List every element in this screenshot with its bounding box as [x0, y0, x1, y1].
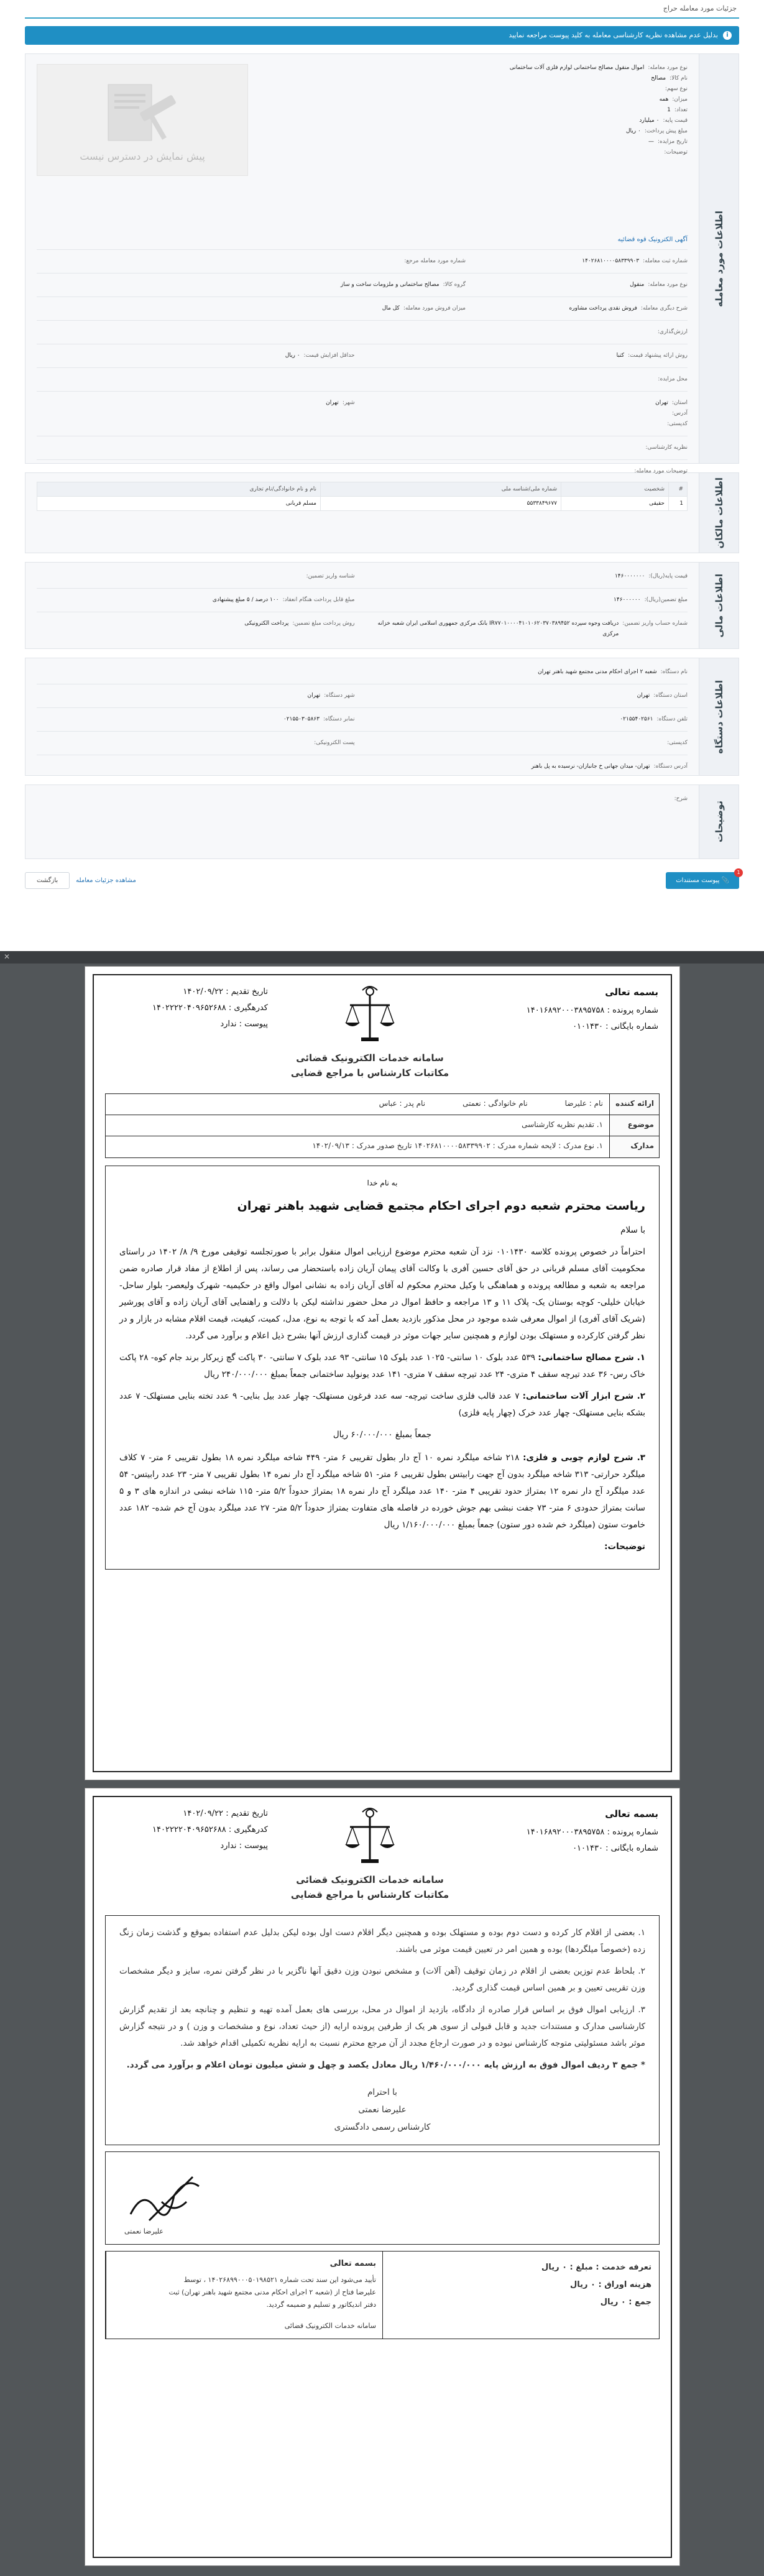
doc-org-line1: سامانه خدمات الکترونیک قضائی: [296, 1052, 444, 1064]
judiciary-emblem-icon: [339, 984, 401, 1046]
judiciary-emblem-icon: [339, 1806, 401, 1868]
doc-letter-body: به نام خدا ریاست محترم شعبه دوم اجرای احکام مجتمع قضایی شهید باهنر تهران با سلام احتراماً در خصوص پرونده کلاسه ۰۱۰۱۴۳۰ نزد آن شعبه محترم موضوع ارزیابی اموال منقول برابر با صورتجلسه توقیفی مورخ ۹/ ۸/ ۱۴۰۲ در راستای محکومیت آقای مسلم قربانی در حق آقای حسین آفری با وکالت آقای پیمان آریان زاده باستحضار می رساند، پس از اطلاع از مفاد قرار صادره ضمن مراجعه به شعبه و مطالعه پرونده و هماهنگی با وکیل محترم محکوم له آقای آریان زاده به نشانی اموال واقع در حکیمیه- شهرک ولیعصر- بلوار ساحل- خیابان خلیلی- کوچه بوستان یک- پلاک ۱۱ و ۱۳ مراجعه و حافظ اموال در محل حضور نداشته لیکن با دلالت و راهنمایی آقای آریان زاده و آقای پورشیر (شریک آقای آفری) از اموال معرفی شده موجود در محل مذکور بازدید بعمل آمد که با توجه به نوع، مدل، کمیت، کیفیت، قیمت اقلام مشابه در بازار و در نظر گرفتن کارکرده و مستهلک بودن لوازم و همچنین سایر جهات موثر در قیمت گذاری ارزش آنها بشرح ذیل اعلام و برآورد می گردد. ۱. شرح مصالح ساختمانی: ۵۳۹ عدد بلوک ۱۰ سانتی- ۱۰۲۵ عدد بلوک ۱۵ سانتی- ۹۳ عدد بلوک ۷ سانتی- ۳۰ پاکت گچ زیرکار برند جام کوه- ۲۸ پاکت خاک رس- ۳۶ عدد تیرچه سقف ۴ متری- ۲۴ عدد تیرچه سقف ۷ متری- ۱۴۱ عدد یونولید ساختمانی جمعاً بمبلغ ۲۴۰/۰۰۰/۰۰۰ ریال ۲. شرح ابزار آلات ساختمانی: ۷ عدد قالب فلزی ساخت تیرچه- سه عدد فرغون مستهلک- چهار عدد بیل بنایی- ۹ عدد تخته بنایی مستهلک- ۷ عدد بشکه بنایی مستهلک- چهار عدد خرک (چهار پایه فلزی) جمعاً بمبلغ ۶۰/۰۰۰/۰۰۰ ریال ۳. شرح لوازم چوبی و فلزی: ۲۱۸ شاخه میلگرد نمره ۱۰ آج دار بطول تقریبی ۶ متر- ۴۴۹ شاخه میلگرد نمره ۱۸ بطول تقریبی ۶ متر- ۷ کلاف میلگرد حرارتی- ۳۱۳ شاخه میلگرد بدون آج جهت رابیتس بطول تقریبی ۶ متر- ۵۱ شاخه میلگرد آج دار نمره ۱۴ بطول تقریبی ۷ متر- ۲۳ عدد رابیتس- ۵۴ عدد میلگرد آج دار نمره ۱۲ بمتراژ حدود تقریبی ۴ متر- ۱۴۰ عدد میلگرد آج دار نمره ۱۸ بمتراژ حدوداً ۵/۲ متر- ۱۱۵ شاخه نبشی در اندازه های ۳ و ۵ سانت بمتراژ حدودی ۶ متر- ۷۳ جفت نبشی بهم جوش خورده در فاصله های متفاوت بمتراژ حدوداً ۵/۲ متر- ۲۷ عدد میلگرد بدون آج خم شده- ۱۸۲ عدد خاموت ستون (میلگرد خم شده دور ستون) جمعاً بمبلغ ۱/۱۶۰/۰۰۰/۰۰۰ ریال توضیحات:: [105, 1166, 660, 1570]
org-section: [25, 658, 739, 776]
left-actions: [25, 872, 136, 889]
detail-notes: توضیحات:: [664, 149, 688, 155]
case-section: [25, 53, 739, 474]
close-icon[interactable]: ✕: [4, 952, 11, 961]
case-location-title: محل مزایده:: [658, 376, 688, 382]
signature-box: علیرضا نعمتی: [105, 2151, 660, 2245]
owners-section: [25, 472, 739, 553]
desc-section: [25, 784, 739, 859]
judicial-ad-link[interactable]: آگهی الکترونیک قوه قضائیه: [617, 236, 688, 243]
owners-table: [37, 482, 688, 511]
handwritten-signature-icon: [124, 2164, 211, 2227]
finance-row-3: شماره حساب واریز تضمین: دریافت وجوه سپرده IR۷۷۰۱۰۰۰۰۴۱۰۱۰۶۲۰۳۷۰۳۸۹۴۵۲ بانک مرکزی جمهوری اسلامی ایران شعبه خزانه مرکزی روش پرداخت مبلغ تضمین: پرداخت الکترونیکی: [244, 620, 688, 637]
org-row-1: استان دستگاه: تهران شهر دستگاه: تهران: [307, 692, 688, 699]
org-row-2: تلفن دستگاه: ۰۲۱۵۵۴۰۲۵۶۱ نمابر دستگاه: ۰۲۱۵۵۰۳۰۵۸۶۳: [283, 716, 688, 722]
case-details-list: [402, 63, 688, 158]
finance-section-label: اطلاعات مالی: [699, 563, 739, 648]
case-section-body: پیش نمایش در دسترس نیست نوع مورد معامله: اموال منقول مصالح ساختمانی لوازم فلزی آلات ساختمانی نام کالا: مصالح نوع سهم: میزان: همه تعداد: 1 قیمت پایه: ۰ میلیارد مبلغ پیش پرداخت: ۰ ریال تاریخ مزایده: — توضیحات: آگهی الکترونیک قوه قضائیه شماره ثبت معامله: ۱۴۰۲۶۸۱۰۰۰۰۵۸۳۳۹۹۰۳ شماره مورد معامله مرجع: نوع مورد معامله: منقول گروه کالا: مصالح ساختمانی و ملزومات ساخت و ساز شرح دیگری معامله: فروش نقدی پرداخت مشاوره میزان فروش مورد معامله: کل مال ارزش‌گذاری: روش ارائه پیشنهاد قیمت: کتبا حداقل افزایش قیمت: ۰ ریال محل مزایده: استان: تهران شهر: تهران آدرس: کدپستی: نظریه کارشناسی: توضیحات مورد معامله:: [25, 54, 699, 463]
case-row-1: شماره ثبت معامله: ۱۴۰۲۶۸۱۰۰۰۰۵۸۳۳۹۹۰۳ شماره مورد معامله مرجع:: [404, 258, 688, 264]
paperclip-icon: 📎: [721, 876, 729, 884]
detail-count: تعداد: 1: [667, 107, 688, 113]
attachments-count-badge: 1: [734, 868, 743, 877]
page-title: جزئیات مورد معامله حراج: [663, 4, 737, 12]
notice-text: بدلیل عدم مشاهده نظریه کارشناسی معامله به کلید پیوست مراجعه نمایید: [509, 31, 718, 39]
finance-row-1: قیمت پایه(ریال): ۱۴۶۰۰۰۰۰۰۰ شناسه واریز تضمین:: [306, 573, 688, 579]
detail-prepayment: مبلغ پیش پرداخت: ۰ ریال: [626, 128, 688, 134]
doc-org-line2: مکاتبات کارشناس با مراجع قضایی: [290, 1067, 449, 1079]
doc-sign-block: با احترام علیرضا نعمتی کارشناس رسمی دادگستری: [334, 2087, 431, 2132]
verification-box: بسمه تعالی تأیید می‌شود این سند تحت شماره ۱۴۰۲۶۸۹۹۰۰۰۵۰۱۹۸۵۲۱ ، توسط علیرضا فتاح از (شعبه ۲ اجرای احکام مدنی مجتمع شهید باهنر تهران) ثبت دفتر اندیکاتور و تسلیم و ضمیمه گردید. سامانه خدمات الکترونیک قضائی: [105, 2251, 382, 2339]
gavel-document-icon: [96, 78, 189, 147]
owners-table-header: # شخصیت شماره ملی/شناسه ملی نام و نام خانوادگی/نام تجاری: [37, 482, 688, 497]
doc-subject-row: موضوع ۱. تقدیم نظریه کارشناسی: [106, 1115, 659, 1136]
notice-bar: [25, 26, 739, 45]
detail-amount: میزان: همه: [659, 96, 688, 103]
back-button[interactable]: بازگشت: [25, 872, 70, 889]
org-section-body: [25, 658, 699, 775]
viewer-toolbar: [0, 951, 764, 964]
attachments-button[interactable]: 1 📎 پیوست مستندات: [666, 872, 739, 889]
title-divider: [25, 17, 739, 19]
case-row-2: نوع مورد معامله: منقول گروه کالا: مصالح ساختمانی و ملزومات ساخت و ساز: [340, 282, 688, 288]
org-section-label: اطلاعات دستگاه: [699, 658, 739, 775]
doc-total-line: * جمع ۳ ردیف اموال فوق به ارزش پایه ۱/۴۶۰/۰۰۰/۰۰۰ ریال معادل یکصد و چهل و شش میلیون تومان اعلام و برآورد می گردد.: [126, 2060, 645, 2070]
case-row-3: شرح دیگری معامله: فروش نقدی پرداخت مشاوره میزان فروش مورد معامله: کل مال: [382, 305, 688, 311]
org-address: آدرس دستگاه: تهران- میدان جهانی خ جانبازان- نرسیده به پل باهنر: [531, 763, 688, 770]
case-location: استان: تهران شهر: تهران: [326, 400, 688, 406]
detail-name: نام کالا: مصالح: [651, 75, 688, 81]
document-page-2: [85, 1788, 680, 2566]
org-row-3: کدپستی: پست الکترونیکی:: [314, 740, 688, 746]
document-page-1: [85, 966, 680, 1780]
doc-recipient: ریاست محترم شعبه دوم اجرای احکام مجتمع قضایی شهید باهنر تهران: [237, 1199, 645, 1213]
actions-bar: [25, 869, 739, 891]
desc-section-label: توضیحات: [699, 785, 739, 858]
document-header: بسمه تعالی شماره پرونده : ۱۴۰۱۶۸۹۲۰۰۰۳۸۹۵۷۵۸ شماره بایگانی : ۰۱۰۱۴۳۰ سامانه خدمات الکترونیک قضائی مکاتبات کارشناس با مراجع قضایی تاریخ تقدیم : ۱۴۰۲/۰۹/۲۲ کدرهگیری : ۱۴۰۲۲۲۲۰۴۰۹۶۵۲۶۸۸ پیوست : ندارد: [94, 975, 671, 1093]
pdf-viewer[interactable]: [0, 951, 764, 2576]
preview-unavailable-text: پیش نمایش در دسترس نیست: [80, 150, 205, 162]
fees-box: تعرفه خدمت : مبلغ : ۰ ریال هزینه اوراق : ۰ ریال جمع : ۰ ریال: [382, 2251, 660, 2339]
case-description: توضیحات مورد معامله:: [634, 468, 688, 474]
finance-section: [25, 562, 739, 649]
finance-section-body: [25, 563, 699, 648]
detail-type: نوع مورد معامله: اموال منقول مصالح ساختمانی لوازم فلزی آلات ساختمانی: [509, 65, 688, 71]
detail-share: نوع سهم:: [665, 86, 688, 92]
summary-panel: [0, 0, 764, 964]
doc-bismillah: بسمه تعالی: [605, 987, 658, 998]
info-icon: i: [723, 31, 732, 40]
finance-row-2: مبلغ تضمین(ریال): ۱۴۶۰۰۰۰۰۰ مبلغ قابل پرداخت هنگام انعقاد: ۱۰۰ درصد / ۵ مبلغ پیشنهادی: [212, 597, 688, 603]
preview-thumbnail[interactable]: [37, 64, 248, 176]
table-row: 1 حقیقی ۵۵۳۳۸۴۹۶۷۷ مسلم قربانی: [37, 497, 688, 511]
case-expert-opinion: نظریه کارشناسی:: [645, 444, 688, 451]
owners-section-label: اطلاعات مالکان: [699, 473, 739, 553]
owners-section-body: [25, 473, 699, 553]
doc-applicant-row: ارائه کننده نام : علیرضا نام خانوادگی : نعمتی نام پدر : عباس: [106, 1094, 659, 1115]
desc-section-body: شرح:: [674, 796, 688, 802]
doc-docs-row: مدارک ۱. نوع مدرک : لایحه شماره مدرک : ۱۴۰۲۶۸۱۰۰۰۰۵۸۳۳۹۹۰۲ تاریخ صدور مدرک : ۱۴۰۲/۰۹/۱۳: [106, 1136, 659, 1157]
qr-code-icon: [106, 2252, 162, 2339]
doc-info-table: [105, 1093, 660, 1158]
doc-page2-body: ۱. بعضی از اقلام کار کرده و دست دوم بوده و مستهلک بوده و همچنین دیگر اقلام دست اول بوده لیکن بدلیل عدم استفاده بموقع و گذشت زمان زنگ زده (خصوصاً میلگردها) بوده و همین امر در تعیین قیمت موثر می باشند. ۲. بلحاظ عدم توزین بعضی از اقلام در زمان توقیف (آهن آلات) و مشخص نبودن وزن دقیق آنها ناگزیر با در نظر گرفتن نمره، سایز و دیگر مشخصات وزن تقریبی تعیین و بر همین اساس قیمت گذاری گردید. ۳. ارزیابی اموال فوق بر اساس قرار صادره از دادگاه، بازدید از اموال در محل، بررسی های بعمل آمده تهیه و تنظیم و چنانچه بعد از تقدیم گزارش کارشناسی مدارک و مستندات جدید و قابل قبولی از سوی هر یک از طرفین پرونده ارایه (از حیث تعداد، نوع و مشخصات و وزن ) و در نتیجه گزارش موثر باشد مسئولیتی متوجه کارشناس نبوده و در صورت ارجاع مجدد از آن مرجع محترم نسبت به ارایه نظریه تکمیلی اقدام خواهد شد. * جمع ۳ ردیف اموال فوق به ارزش پایه ۱/۴۶۰/۰۰۰/۰۰۰ ریال معادل یکصد و چهل و شش میلیون تومان اعلام و برآورد می گردد. با احترام علیرضا نعمتی کارشناس رسمی دادگستری: [105, 1915, 660, 2145]
case-row-4: روش ارائه پیشنهاد قیمت: کتبا حداقل افزایش قیمت: ۰ ریال: [285, 352, 688, 359]
case-expert-value: ارزش‌گذاری:: [657, 329, 688, 335]
doc-bottom-boxes: [105, 2251, 660, 2339]
view-details-link[interactable]: مشاهده جزئیات معامله: [76, 876, 136, 884]
case-section-label: اطلاعات مورد معامله: [699, 54, 739, 463]
detail-base-price: قیمت پایه: ۰ میلیارد: [639, 117, 688, 124]
org-name: نام دستگاه: شعبه ۲ اجرای احکام مدنی مجتمع شهید باهنر تهران: [538, 669, 688, 675]
document-header-2: بسمه تعالی شماره پرونده : ۱۴۰۱۶۸۹۲۰۰۰۳۸۹۵۷۵۸ شماره بایگانی : ۰۱۰۱۴۳۰ سامانه خدمات الکترونیک قضائی مکاتبات کارشناس با مراجع قضایی تاریخ تقدیم : ۱۴۰۲/۰۹/۲۲ کدرهگیری : ۱۴۰۲۲۲۲۰۴۰۹۶۵۲۶۸۸ پیوست : ندارد: [94, 1797, 671, 1915]
detail-auction-date: تاریخ مزایده: —: [648, 139, 688, 145]
